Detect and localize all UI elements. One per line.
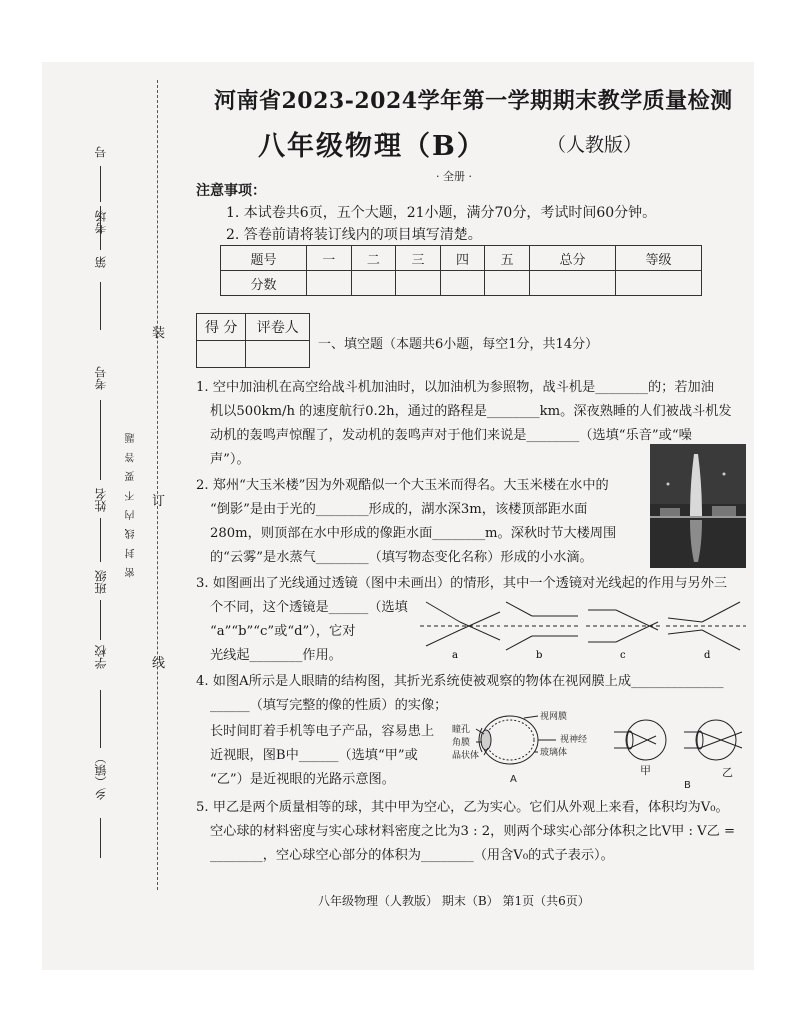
grader-score-cell[interactable] <box>197 341 246 368</box>
score-row-label: 分数 <box>221 271 307 296</box>
field-kaochang-label: 考场 <box>94 210 108 234</box>
q4-line: ______（填写完整的像的性质）的实像； <box>210 698 448 713</box>
field-xingming-line <box>100 400 101 480</box>
q3-line: 3. 如图画出了光线通过透镜（图中未画出）的情形，其中一个透镜对光线起的作用与另外三 <box>196 576 728 591</box>
score-table-score-row <box>221 271 702 296</box>
field-hao-label: 号 <box>94 146 108 158</box>
q1-line: 机以500km/h 的速度航行0.2h，通过的路程是________km。深夜熟睡的人们被战斗机发 <box>210 404 732 419</box>
score-table-header-row <box>221 246 702 271</box>
field-xiangzhen-line-bottom <box>100 818 101 858</box>
lens-ray-diagrams <box>420 596 746 660</box>
binding-mark-xian: 线 <box>152 656 166 671</box>
score-cell[interactable] <box>396 271 441 296</box>
score-header-cell: 等级 <box>615 246 701 271</box>
binding-mark-zhuang: 装 <box>152 326 166 341</box>
eye-label-retina: 视网膜 <box>540 712 568 722</box>
score-header-cell: 五 <box>485 246 530 271</box>
score-header-cell: 四 <box>440 246 485 271</box>
binding-warning: 密 封 线 内 不 要 答 题 <box>126 430 137 578</box>
binding-mark-ding: 订 <box>152 494 166 509</box>
vision-figure-label: B <box>684 780 691 790</box>
field-xiangzhen-label: 乡（镇） <box>94 752 108 800</box>
q1-line: 动机的轰鸣声惊醒了，发动机的轰鸣声对于他们来说是________（选填“乐音”或“噪 <box>210 428 692 443</box>
lens-label-d: d <box>704 650 711 660</box>
score-header-cell: 题号 <box>221 246 307 271</box>
grader-table <box>196 313 310 368</box>
field-di-label: 第 <box>94 256 108 268</box>
field-xiangzhen-line-top <box>100 690 101 748</box>
field-kaohao-line <box>100 282 101 330</box>
grader-reviewer-label: 评卷人 <box>246 314 310 341</box>
eye-label-pupil: 瞳孔 <box>452 725 471 735</box>
score-header-cell: 二 <box>351 246 396 271</box>
field-xuexiao-line <box>100 600 101 640</box>
eye-structure-diagram <box>444 704 614 788</box>
score-cell[interactable] <box>351 271 396 296</box>
page-footer: 八年级物理（人教版） 期末（B） 第1页（共6页） <box>318 894 590 908</box>
vision-label-jia: 甲 <box>640 764 651 777</box>
q4-line: 长时间盯着手机等电子产品，容易患上 <box>210 724 435 739</box>
score-cell[interactable] <box>440 271 485 296</box>
field-xingming-label: 姓名 <box>94 488 108 512</box>
eye-label-lens: 晶状体 <box>452 751 480 761</box>
exam-edition: （人教版） <box>547 134 643 156</box>
lens-label-b: b <box>536 650 543 660</box>
field-kaohao-label: 考号 <box>94 366 108 390</box>
vision-ray-diagram <box>614 714 744 790</box>
score-cell[interactable] <box>529 271 615 296</box>
q2-line: 的“云雾”是水蒸气________（填写物态变化名称）形成的小水滴。 <box>210 550 593 565</box>
eye-label-cornea: 角膜 <box>452 738 471 748</box>
q5-line: 空心球的材料密度与实心球材料密度之比为3 : 2，则两个球实心部分体积之比V甲 : V乙 = <box>210 824 736 839</box>
lens-label-a: a <box>452 650 458 660</box>
q2-line: 280m，则顶部在水中形成的像距水面________m。深秋时节大楼周围 <box>210 526 617 541</box>
q4-line: “乙”）是近视眼的光路示意图。 <box>210 772 395 787</box>
q5-line: ________，空心球空心部分的体积为________（用含V₀的式子表示）。 <box>210 848 614 863</box>
q1-line: 1. 空中加油机在高空给战斗机加油时，以加油机为参照物，战斗机是________的；若加油 <box>196 380 714 395</box>
notice-item: 2. 答卷前请将装订线内的项目填写清楚。 <box>226 227 482 243</box>
q1-line: 声”）。 <box>210 452 250 467</box>
q4-line: 近视眼，图B中______（选填“甲”或 <box>210 748 418 763</box>
exam-title: 河南省2023-2024学年第一学期期末教学质量检测 <box>214 88 733 114</box>
field-banji-label: 班级 <box>94 570 108 594</box>
score-cell[interactable] <box>615 271 701 296</box>
q5-line: 5. 甲乙是两个质量相等的球，其中甲为空心，乙为实心。它们从外观上来看，体积均为V₀。 <box>196 800 729 815</box>
notice-heading: 注意事项： <box>196 183 266 199</box>
grader-score-label: 得 分 <box>197 314 246 341</box>
q3-line: 个不同，这个透镜是______（选填 <box>210 600 408 615</box>
score-cell[interactable] <box>485 271 530 296</box>
grader-reviewer-cell[interactable] <box>246 341 310 368</box>
eye-label-optic-nerve: 视神经 <box>560 735 588 745</box>
q2-line: “倒影”是由于光的________形成的，湖水深3m，该楼顶部距水面 <box>210 502 588 517</box>
exam-scope: · 全册 · <box>436 170 472 183</box>
field-xuexiao-label: 学校 <box>94 645 108 669</box>
binding-dashed-line <box>157 80 158 890</box>
exam-subtitle: 八年级物理（B） <box>258 131 486 162</box>
q2-line: 2. 郑州“大玉米楼”因为外观酷似一个大玉米而得名。大玉米楼在水中的 <box>196 478 609 493</box>
score-cell[interactable] <box>306 271 351 296</box>
vision-label-yi: 乙 <box>722 766 733 779</box>
lens-label-c: c <box>620 650 626 660</box>
section-1-heading: 一、填空题（本题共6小题，每空1分，共14分） <box>318 337 599 352</box>
field-hao-line <box>100 166 101 202</box>
notice-item: 1. 本试卷共6页，五个大题，21小题，满分70分，考试时间60分钟。 <box>226 205 657 221</box>
score-header-cell: 总分 <box>529 246 615 271</box>
score-header-cell: 三 <box>396 246 441 271</box>
eye-figure-label: A <box>510 774 517 785</box>
field-banji-line <box>100 518 101 562</box>
q3-line: “a”“b”“c”或“d”），它对 <box>210 624 356 639</box>
score-table <box>220 245 702 296</box>
score-header-cell: 一 <box>306 246 351 271</box>
q4-line: 4. 如图A所示是人眼睛的结构图，其折光系统使被观察的物体在视网膜上成______________ <box>196 674 724 689</box>
eye-label-vitreous: 玻璃体 <box>540 748 568 758</box>
q3-line: 光线起________作用。 <box>210 648 342 663</box>
yumi-building-photo <box>650 444 746 568</box>
